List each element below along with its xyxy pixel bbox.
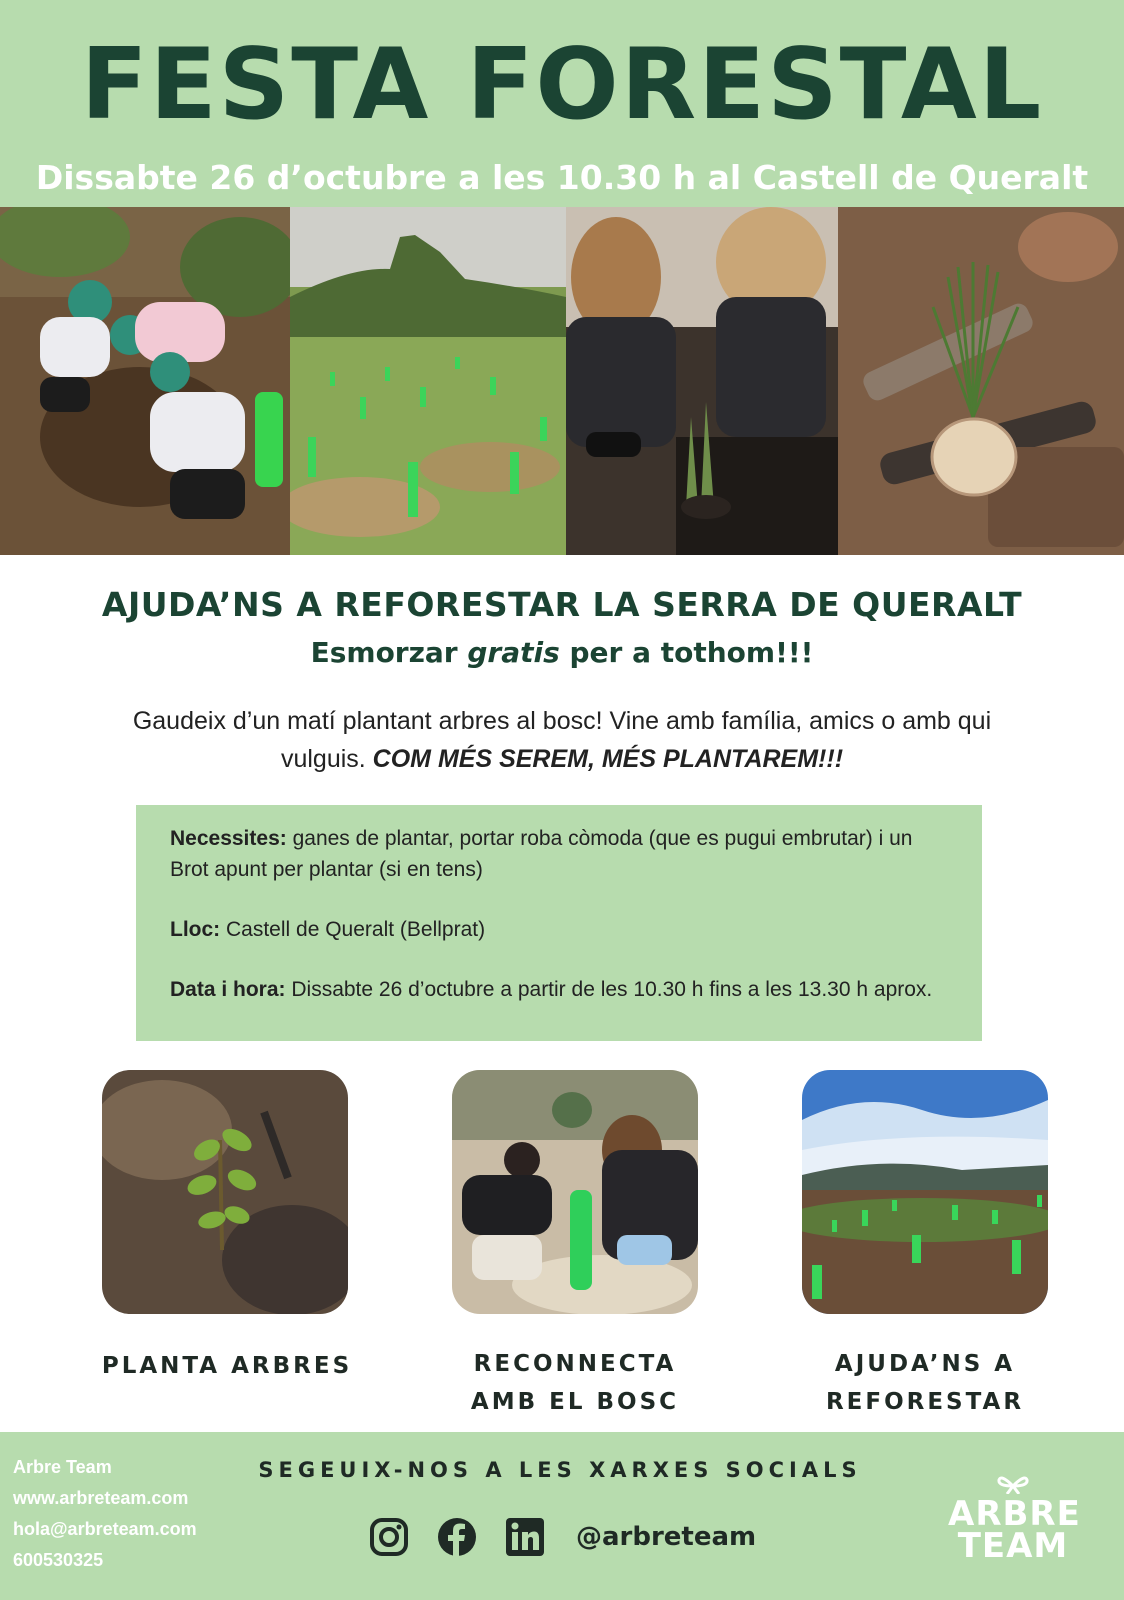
website-link[interactable]: www.arbreteam.com: [13, 1488, 189, 1508]
feature-label-reforest-line2: REFORESTAR: [825, 1389, 1025, 1415]
info-date-text: Dissabte 26 d’octubre a partir de les 10.30 h fins a les 13.30 h aprox.: [285, 978, 933, 1001]
breakfast-text-after: per a tothom!!!: [559, 636, 814, 669]
ribbon-icon: [993, 1472, 1033, 1494]
intro-emphasis: COM MÉS SEREM, MÉS PLANTAREM!!!: [372, 745, 844, 773]
info-needs: [170, 823, 948, 885]
photo-pine-sapling: [838, 207, 1124, 555]
info-place: [170, 914, 948, 945]
info-box: [136, 805, 982, 1041]
photo-women-planting: [566, 207, 838, 555]
contact-block: [13, 1452, 197, 1576]
photo-strip: [0, 207, 1124, 555]
breakfast-text-before: Esmorzar: [310, 636, 468, 669]
intro-paragraph: [90, 702, 1034, 778]
phone-number[interactable]: 600530325: [13, 1550, 104, 1570]
feature-image-reconnect: [452, 1070, 698, 1314]
feature-image-reforest: [802, 1070, 1048, 1314]
photo-hill-seedlings: [290, 207, 566, 555]
main-heading: AJUDA’NS A REFORESTAR LA SERRA DE QUERALT: [101, 585, 1023, 624]
feature-label-planting-line1: PLANTA ARBRES: [101, 1353, 353, 1379]
facebook-icon[interactable]: [436, 1516, 478, 1558]
linkedin-icon[interactable]: [504, 1516, 546, 1558]
logo-line-1: ARBRE: [948, 1494, 1081, 1534]
org-name: Arbre Team: [13, 1457, 112, 1477]
photo-volunteers-planting: [0, 207, 290, 555]
info-needs-label: Necessites:: [170, 827, 287, 850]
info-place-text: Castell de Queralt (Bellprat): [220, 918, 486, 941]
feature-label-reconnect-line2: AMB EL BOSC: [470, 1389, 680, 1415]
page-title: FESTA FORESTAL: [80, 28, 1044, 142]
feature-label-planting: [82, 1347, 372, 1385]
logo-line-2: TEAM: [957, 1526, 1069, 1566]
breakfast-line: [0, 636, 1124, 669]
social-row: [368, 1516, 756, 1558]
social-handle[interactable]: @arbreteam: [576, 1522, 757, 1552]
email-link[interactable]: hola@arbreteam.com: [13, 1519, 197, 1539]
instagram-icon[interactable]: [368, 1516, 410, 1558]
info-place-label: Lloc:: [170, 918, 221, 941]
event-subtitle: Dissabte 26 d’octubre a les 10.30 h al Castell de Queralt: [35, 158, 1089, 197]
info-date-label: Data i hora:: [170, 978, 286, 1001]
header-band: [0, 0, 1124, 207]
footer-band: [0, 1432, 1124, 1600]
feature-label-reconnect-line1: RECONNECTA: [473, 1351, 677, 1377]
breakfast-gratis: gratis: [467, 636, 560, 669]
feature-label-reforest: [780, 1345, 1070, 1421]
feature-image-planting: [102, 1070, 348, 1314]
arbre-team-logo: [948, 1472, 1081, 1566]
follow-heading: SEGEUIX-NOS A LES XARXES SOCIALS: [258, 1458, 862, 1482]
feature-label-reconnect: [430, 1345, 720, 1421]
feature-label-reforest-line1: AJUDA’NS A: [834, 1351, 1016, 1377]
intro-text: Gaudeix d’un matí plantant arbres al bosc! Vine amb família, amics o amb qui vulguis.: [132, 707, 992, 773]
info-needs-text: ganes de plantar, portar roba còmoda (que es pugui embrutar) i un Brot apunt per plantar (si en tens): [170, 827, 913, 881]
info-date: [170, 974, 948, 1005]
